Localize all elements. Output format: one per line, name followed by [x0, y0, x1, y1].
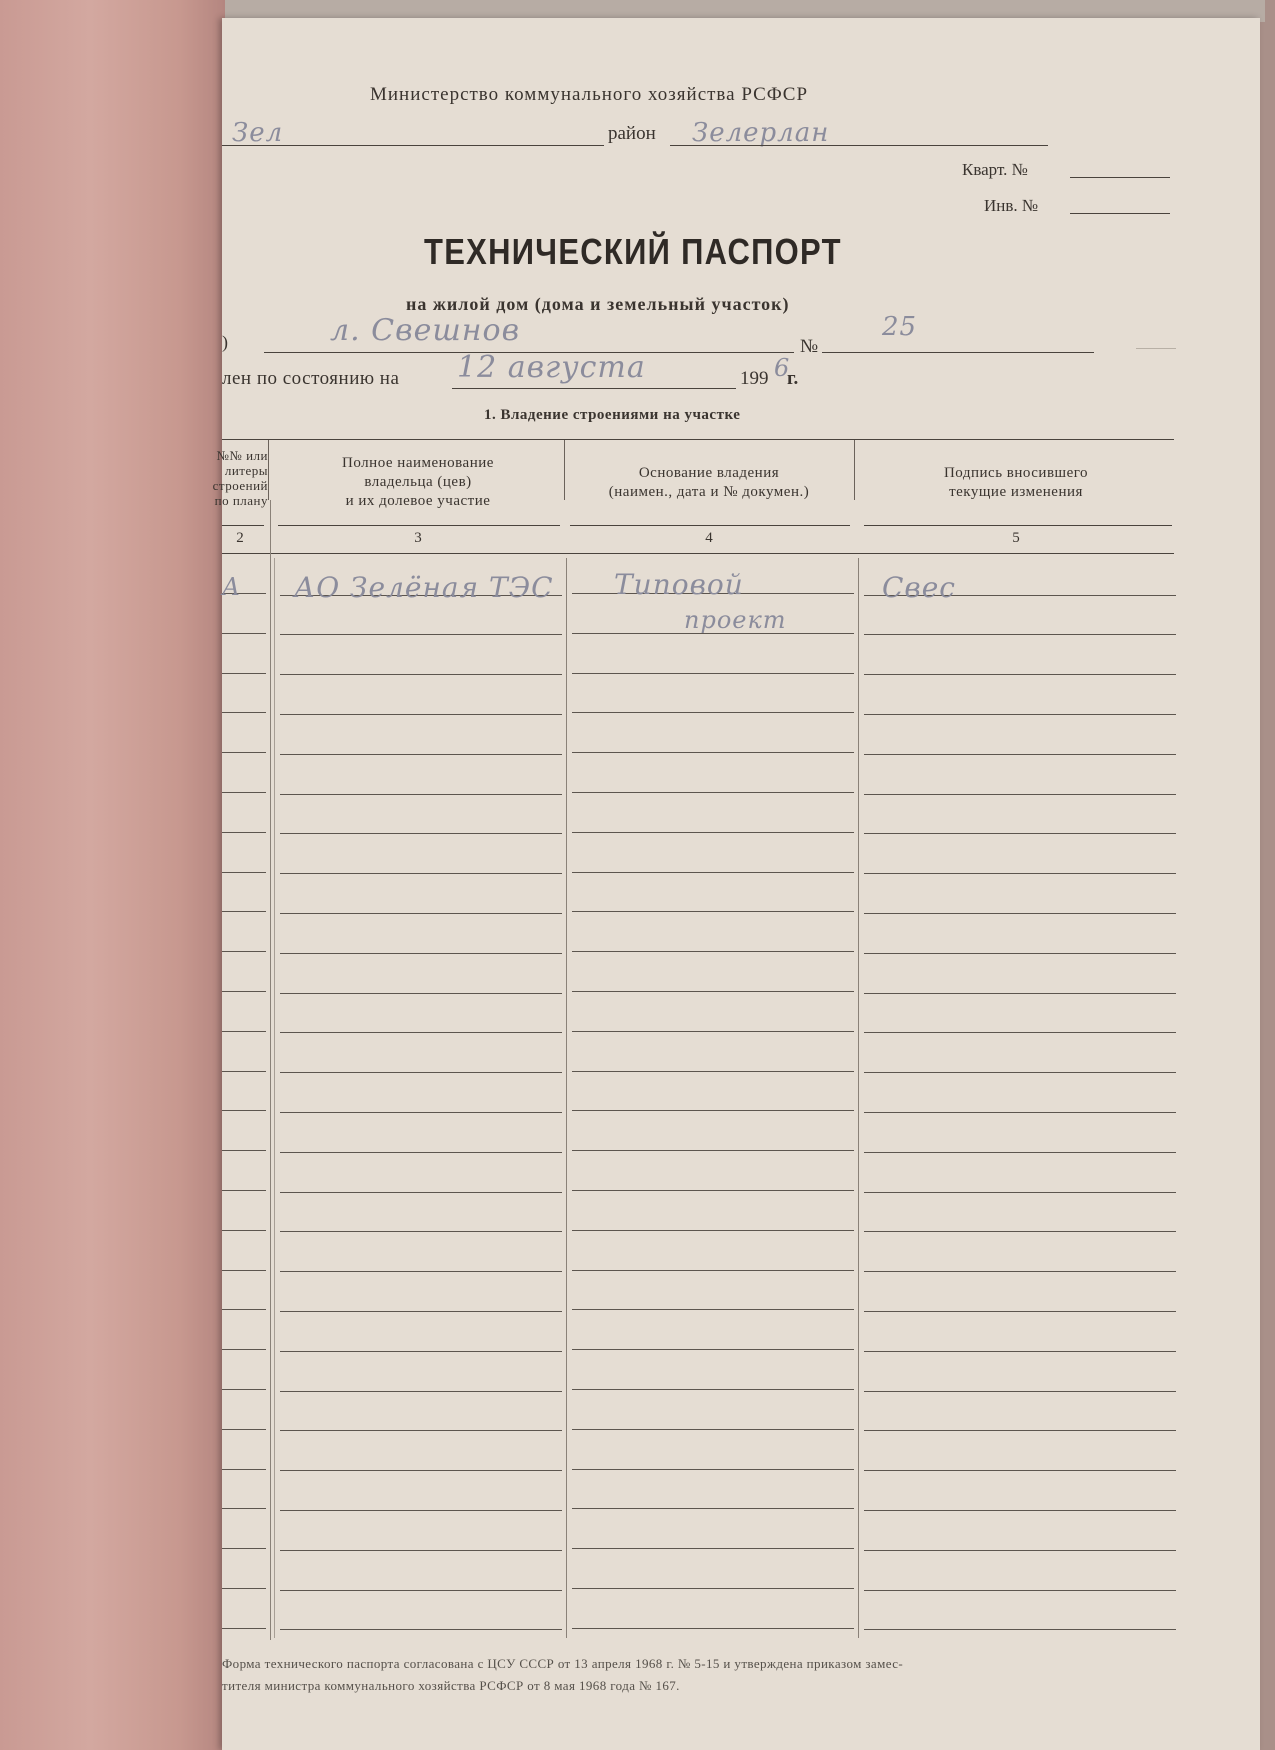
address-prefix: )	[222, 332, 228, 352]
number-handwritten: 25	[882, 312, 918, 342]
cell-letter-handwritten: А	[222, 573, 242, 601]
column-divider-body-3-4	[566, 558, 567, 1638]
table-row-line[interactable]	[572, 673, 854, 674]
page-title: ТЕХНИЧЕСКИЙ ПАСПОРТ	[424, 231, 842, 272]
column-divider-body-4-5	[858, 558, 859, 1638]
table-row-line[interactable]	[864, 1032, 1176, 1033]
table-row-line[interactable]	[572, 1031, 854, 1032]
table-row-line[interactable]	[864, 1391, 1176, 1392]
rayon-label: район	[608, 123, 656, 144]
table-row-line[interactable]	[864, 754, 1176, 755]
page-subtitle: на жилой дом (дома и земельный участок)	[406, 294, 790, 314]
table-row-line[interactable]	[222, 1429, 266, 1430]
table-row-line[interactable]	[280, 1271, 562, 1272]
table-row-line[interactable]	[864, 714, 1176, 715]
address-handwritten: л. Свешнов	[330, 313, 521, 348]
table-row-line[interactable]	[222, 1150, 266, 1151]
table-row-line[interactable]	[280, 1550, 562, 1551]
column-header-2: №№ или литеры строений по плану	[212, 448, 268, 508]
table-row-line[interactable]	[222, 712, 266, 713]
number-label: №	[800, 336, 819, 357]
table-row-line[interactable]	[280, 1072, 562, 1073]
table-row-line[interactable]	[572, 752, 854, 753]
header-underline-2	[222, 525, 264, 526]
table-row-line[interactable]	[864, 1271, 1176, 1272]
inv-label: Инв. №	[984, 196, 1039, 215]
table-row-line[interactable]	[280, 1192, 562, 1193]
table-row-line[interactable]	[572, 792, 854, 793]
table-row-line[interactable]	[222, 1548, 266, 1549]
table-row-line[interactable]	[222, 911, 266, 912]
table-row-line[interactable]	[864, 1351, 1176, 1352]
column-number-2: 2	[236, 530, 244, 546]
table-row-line[interactable]	[572, 1110, 854, 1111]
table-row-line[interactable]	[280, 634, 562, 635]
table-row-line[interactable]	[280, 1470, 562, 1471]
table-row-line[interactable]	[280, 1590, 562, 1591]
table-row-line[interactable]	[222, 1071, 266, 1072]
table-row-line[interactable]	[222, 1190, 266, 1191]
cell-basis-handwritten-1: Типовой	[614, 568, 744, 601]
footnote-line-1: Форма технического паспорта согласована с ЦСУ СССР от 13 апреля 1968 г. № 5-15 и утверждена приказом замес-	[222, 1656, 904, 1671]
margin-mark	[1136, 348, 1176, 349]
document-page	[212, 18, 1260, 1750]
table-row-line[interactable]	[280, 714, 562, 715]
table-row-line[interactable]	[280, 794, 562, 795]
table-row-line[interactable]	[864, 634, 1176, 635]
table-row-line[interactable]	[222, 1628, 266, 1629]
column-header-5: Подпись вносившего текущие изменения	[943, 465, 1089, 500]
table-row-line[interactable]	[864, 833, 1176, 834]
table-row-line[interactable]	[864, 1072, 1176, 1073]
column-divider-body-2-3	[270, 500, 271, 1640]
table-row-line[interactable]	[280, 1391, 562, 1392]
table-row-line[interactable]	[864, 1590, 1176, 1591]
column-number-5: 5	[1012, 530, 1020, 546]
column-header-3: Полное наименование владельца (цев) и их долевое участие	[342, 455, 494, 509]
column-number-3: 3	[414, 530, 422, 546]
table-row-line[interactable]	[222, 1110, 266, 1111]
section-title: 1. Владение строениями на участке	[484, 407, 741, 423]
table-row-line[interactable]	[280, 1152, 562, 1153]
table-row-line[interactable]	[222, 1031, 266, 1032]
inv-field[interactable]	[1070, 213, 1170, 214]
table-row-line[interactable]	[222, 1508, 266, 1509]
table-row-line[interactable]	[222, 832, 266, 833]
cell-signature-handwritten: Свес	[882, 571, 956, 604]
table-row-line[interactable]	[222, 1469, 266, 1470]
table-row-line[interactable]	[864, 1311, 1176, 1312]
number-underline	[822, 352, 1094, 353]
year-prefix: 199	[740, 368, 769, 389]
table-row-line[interactable]	[222, 991, 266, 992]
table-row-line[interactable]	[280, 674, 562, 675]
table-row-line[interactable]	[864, 953, 1176, 954]
table-row-line[interactable]	[280, 993, 562, 994]
table-row-line[interactable]	[572, 1230, 854, 1231]
table-row-line[interactable]	[864, 1550, 1176, 1551]
table-row-line[interactable]	[864, 993, 1176, 994]
table-row-line[interactable]	[572, 991, 854, 992]
table-row-line[interactable]	[280, 754, 562, 755]
table-row-line[interactable]	[280, 953, 562, 954]
table-row-line[interactable]	[222, 752, 266, 753]
table-row-line[interactable]	[222, 951, 266, 952]
table-row-line[interactable]	[280, 1112, 562, 1113]
table-row-line[interactable]	[572, 872, 854, 873]
table-row-line[interactable]	[222, 1270, 266, 1271]
kvart-label: Кварт. №	[962, 160, 1028, 179]
table-row-line[interactable]	[280, 833, 562, 834]
table-row-line[interactable]	[572, 1588, 854, 1589]
table-row-line[interactable]	[864, 674, 1176, 675]
table-row-line[interactable]	[572, 1309, 854, 1310]
table-row-line[interactable]	[572, 712, 854, 713]
table-row-line[interactable]	[572, 1469, 854, 1470]
header-underline-3	[278, 525, 560, 526]
table-row-line[interactable]	[222, 872, 266, 873]
table-row-line[interactable]	[864, 1510, 1176, 1511]
table-row-line[interactable]	[222, 1588, 266, 1589]
table-row-line[interactable]	[864, 1629, 1176, 1630]
table-row-line[interactable]	[222, 792, 266, 793]
year-suffix: г.	[787, 368, 799, 389]
rayon-underline	[670, 145, 1048, 146]
table-row-line[interactable]	[280, 1032, 562, 1033]
cell-basis-handwritten-2: проект	[684, 606, 787, 634]
table-row-line[interactable]	[572, 1190, 854, 1191]
table-row-line[interactable]	[222, 1309, 266, 1310]
table-row-line[interactable]	[572, 911, 854, 912]
ministry-heading: Министерство коммунального хозяйства РСФСР	[370, 84, 809, 105]
table-row-line[interactable]	[572, 1508, 854, 1509]
cell-owner-handwritten: АО Зелёная ТЭС	[294, 571, 554, 604]
table-row-line[interactable]	[572, 1548, 854, 1549]
table-row-line[interactable]	[572, 1071, 854, 1072]
column-divider-4-5	[854, 440, 855, 500]
footnote-line-2: тителя министра коммунального хозяйства РСФСР от 8 мая 1968 года № 167.	[222, 1678, 680, 1693]
table-top-border	[222, 439, 1174, 440]
table-row-line[interactable]	[572, 1628, 854, 1629]
city-handwritten: Зел	[232, 118, 284, 148]
column-number-4: 4	[705, 530, 713, 546]
numbers-row-border	[222, 553, 1174, 554]
table-row-line[interactable]	[864, 1470, 1176, 1471]
table-row-line[interactable]	[864, 913, 1176, 914]
header-underline-4	[570, 525, 850, 526]
folder-cover	[0, 0, 225, 1750]
table-row-line[interactable]	[864, 1430, 1176, 1431]
rayon-handwritten: Зелерлан	[692, 118, 830, 148]
table-row-line[interactable]	[280, 1510, 562, 1511]
year-handwritten: 6	[774, 354, 791, 382]
date-underline	[452, 388, 736, 389]
column-divider-body-3a	[274, 558, 275, 1638]
table-row-line[interactable]	[864, 1192, 1176, 1193]
table-row-line[interactable]	[864, 794, 1176, 795]
table-row-line[interactable]	[222, 673, 266, 674]
table-row-line[interactable]	[864, 1231, 1176, 1232]
table-row-line[interactable]	[572, 1270, 854, 1271]
table-row-line[interactable]	[572, 951, 854, 952]
table-row-line[interactable]	[572, 1389, 854, 1390]
table-row-line[interactable]	[222, 633, 266, 634]
city-underline	[222, 145, 604, 146]
table-row-line[interactable]	[280, 1311, 562, 1312]
table-row-line[interactable]	[222, 1349, 266, 1350]
table-row-line[interactable]	[280, 913, 562, 914]
table-row-line[interactable]	[864, 873, 1176, 874]
table-row-line[interactable]	[864, 1112, 1176, 1113]
table-row-line[interactable]	[280, 1231, 562, 1232]
table-row-line[interactable]	[572, 1150, 854, 1151]
table-row-line[interactable]	[280, 1430, 562, 1431]
kvart-field[interactable]	[1070, 177, 1170, 178]
date-handwritten: 12 августа	[457, 350, 646, 385]
table-row-line[interactable]	[280, 1351, 562, 1352]
table-row-line[interactable]	[572, 1349, 854, 1350]
table-row-line[interactable]	[280, 873, 562, 874]
table-row-line[interactable]	[280, 1629, 562, 1630]
table-row-line[interactable]	[864, 1152, 1176, 1153]
column-divider-2-3	[268, 440, 269, 500]
header-underline-5	[864, 525, 1172, 526]
column-header-4: Основание владения (наимен., дата и № докумен.)	[608, 465, 810, 500]
table-row-line[interactable]	[572, 832, 854, 833]
table-row-line[interactable]	[572, 1429, 854, 1430]
table-row-line[interactable]	[222, 1389, 266, 1390]
state-label: лен по состоянию на	[222, 368, 400, 389]
table-row-line[interactable]	[222, 1230, 266, 1231]
